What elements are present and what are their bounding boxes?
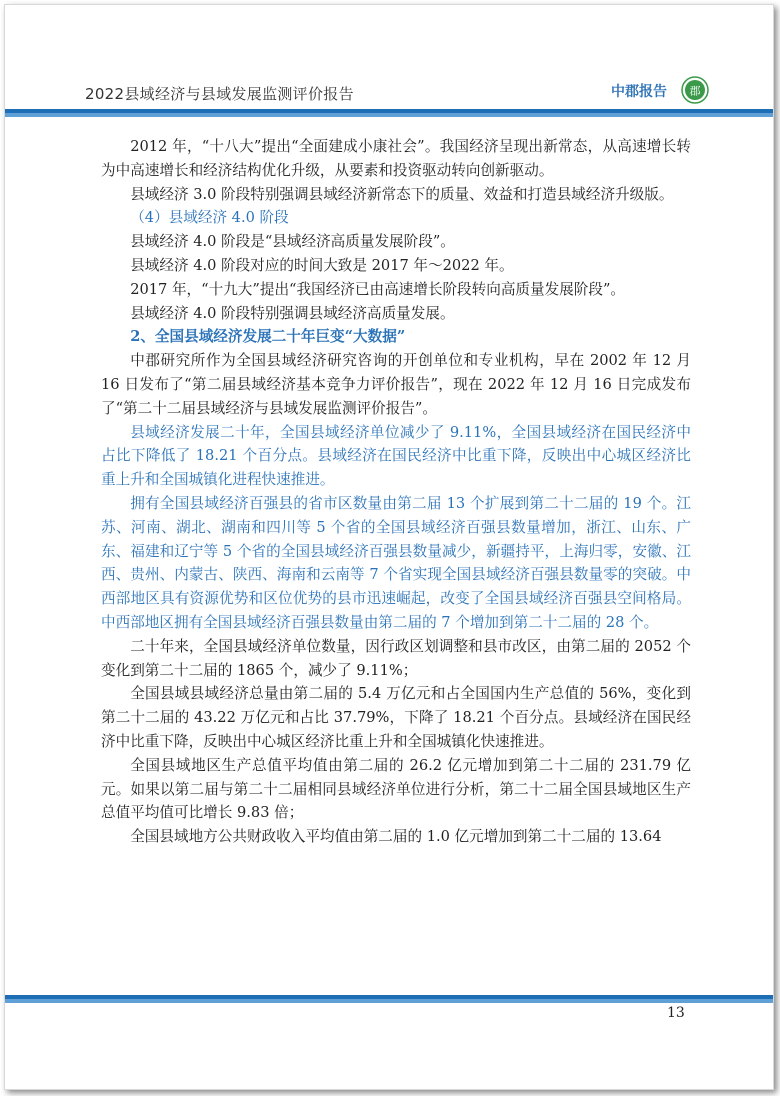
- paragraph: 全国县域地区生产总值平均值由第二届的 26.2 亿元增加到第二十二届的 231.79 亿元。如果以第二届与第二十二届相同县域经济单位进行分析，第二十二届全国县域地区生产总值平均值可比增长 9.83 倍；: [101, 756, 691, 822]
- highlight-paragraph: 拥有全国县域经济百强县的省市区数量由第二届 13 个扩展到第二十二届的 19 个。江苏、河南、湖北、湖南和四川等 5 个省的全国县域经济百强县数量增加，浙江、山东、广东、福建和辽宁等 5 个省的全国县域经济百强县数量减少，新疆持平，上海归零，安徽、江西、贵州、内蒙古、陕西、海南和云南等 7 个省实现全国县域经济百强县数量零的突破。中西部地区具有资源优势和区位优势的县市迅速崛起，改变了全国县域经济百强县空间格局。中西部地区拥有全国县域经济百强县数量由第二届的 7 个增加到第二十二届的 28 个。: [101, 494, 691, 631]
- paragraph: 县域经济 4.0 阶段特别强调县域经济高质量发展。: [130, 304, 455, 322]
- section-heading: 2、全国县域经济发展二十年巨变“大数据”: [130, 328, 406, 346]
- paragraph: 2017 年，“十九大”提出“我国经济已由高速增长阶段转向高质量发展阶段”。: [130, 280, 626, 298]
- paragraph: 二十年来，全国县域经济单位数量，因行政区划调整和县市改区，由第二届的 2052 个变化到第二十二届的 1865 个，减少了 9.11%；: [101, 637, 691, 679]
- page-header: [5, 5, 773, 115]
- paragraph: 县域经济 4.0 阶段是“县域经济高质量发展阶段”。: [130, 233, 455, 251]
- brand-logo-text: 郡: [689, 84, 701, 98]
- header-divider: [5, 109, 773, 117]
- report-title: 2022县域经济与县域发展监测评价报告: [85, 85, 354, 103]
- paragraph: 县域经济 4.0 阶段对应的时间大致是 2017 年～2022 年。: [130, 256, 514, 274]
- brand-logo-icon: [681, 76, 709, 104]
- body-text: [101, 135, 691, 849]
- highlight-paragraph: 县域经济发展二十年，全国县域经济单位减少了 9.11%，全国县域经济在国民经济中占比下降低了 18.21 个百分点。县域经济在国民经济中比重下降，反映出中心城区经济比重上升和全国城镇化进程快速推进。: [101, 423, 691, 489]
- footer-divider: [5, 995, 773, 1003]
- document-page: [4, 4, 774, 1090]
- paragraph: 全国县域地方公共财政收入平均值由第二届的 1.0 亿元增加到第二十二届的 13.64: [130, 828, 662, 846]
- paragraph: 全国县域县域经济总量由第二届的 5.4 万亿元和占全国国内生产总值的 56%，变化到第二十二届的 43.22 万亿元和占比 37.79%，下降了 18.21 个百分点。县域经济在国民经济中比重下降，反映出中心城区经济比重上升和全国城镇化快速推进。: [101, 685, 691, 750]
- paragraph: 中郡研究所作为全国县域经济研究咨询的开创单位和专业机构，早在 2002 年 12 月 16 日发布了“第二届县域经济基本竞争力评价报告”，现在 2022 年 12 月 16 日完成发布了“第二十二届县域经济与县域发展监测评价报告”。: [101, 352, 691, 417]
- paragraph: 县域经济 3.0 阶段特别强调县域经济新常态下的质量、效益和打造县域经济升级版。: [130, 185, 674, 203]
- section-subheading: （4）县域经济 4.0 阶段: [130, 209, 289, 227]
- paragraph: 2012 年，“十八大”提出“全面建成小康社会”。我国经济呈现出新常态，从高速增长转为中高速增长和经济结构优化升级，从要素和投资驱动转向创新驱动。: [101, 138, 691, 179]
- page-number: 13: [667, 1005, 685, 1021]
- brand-name: 中郡报告: [611, 84, 667, 100]
